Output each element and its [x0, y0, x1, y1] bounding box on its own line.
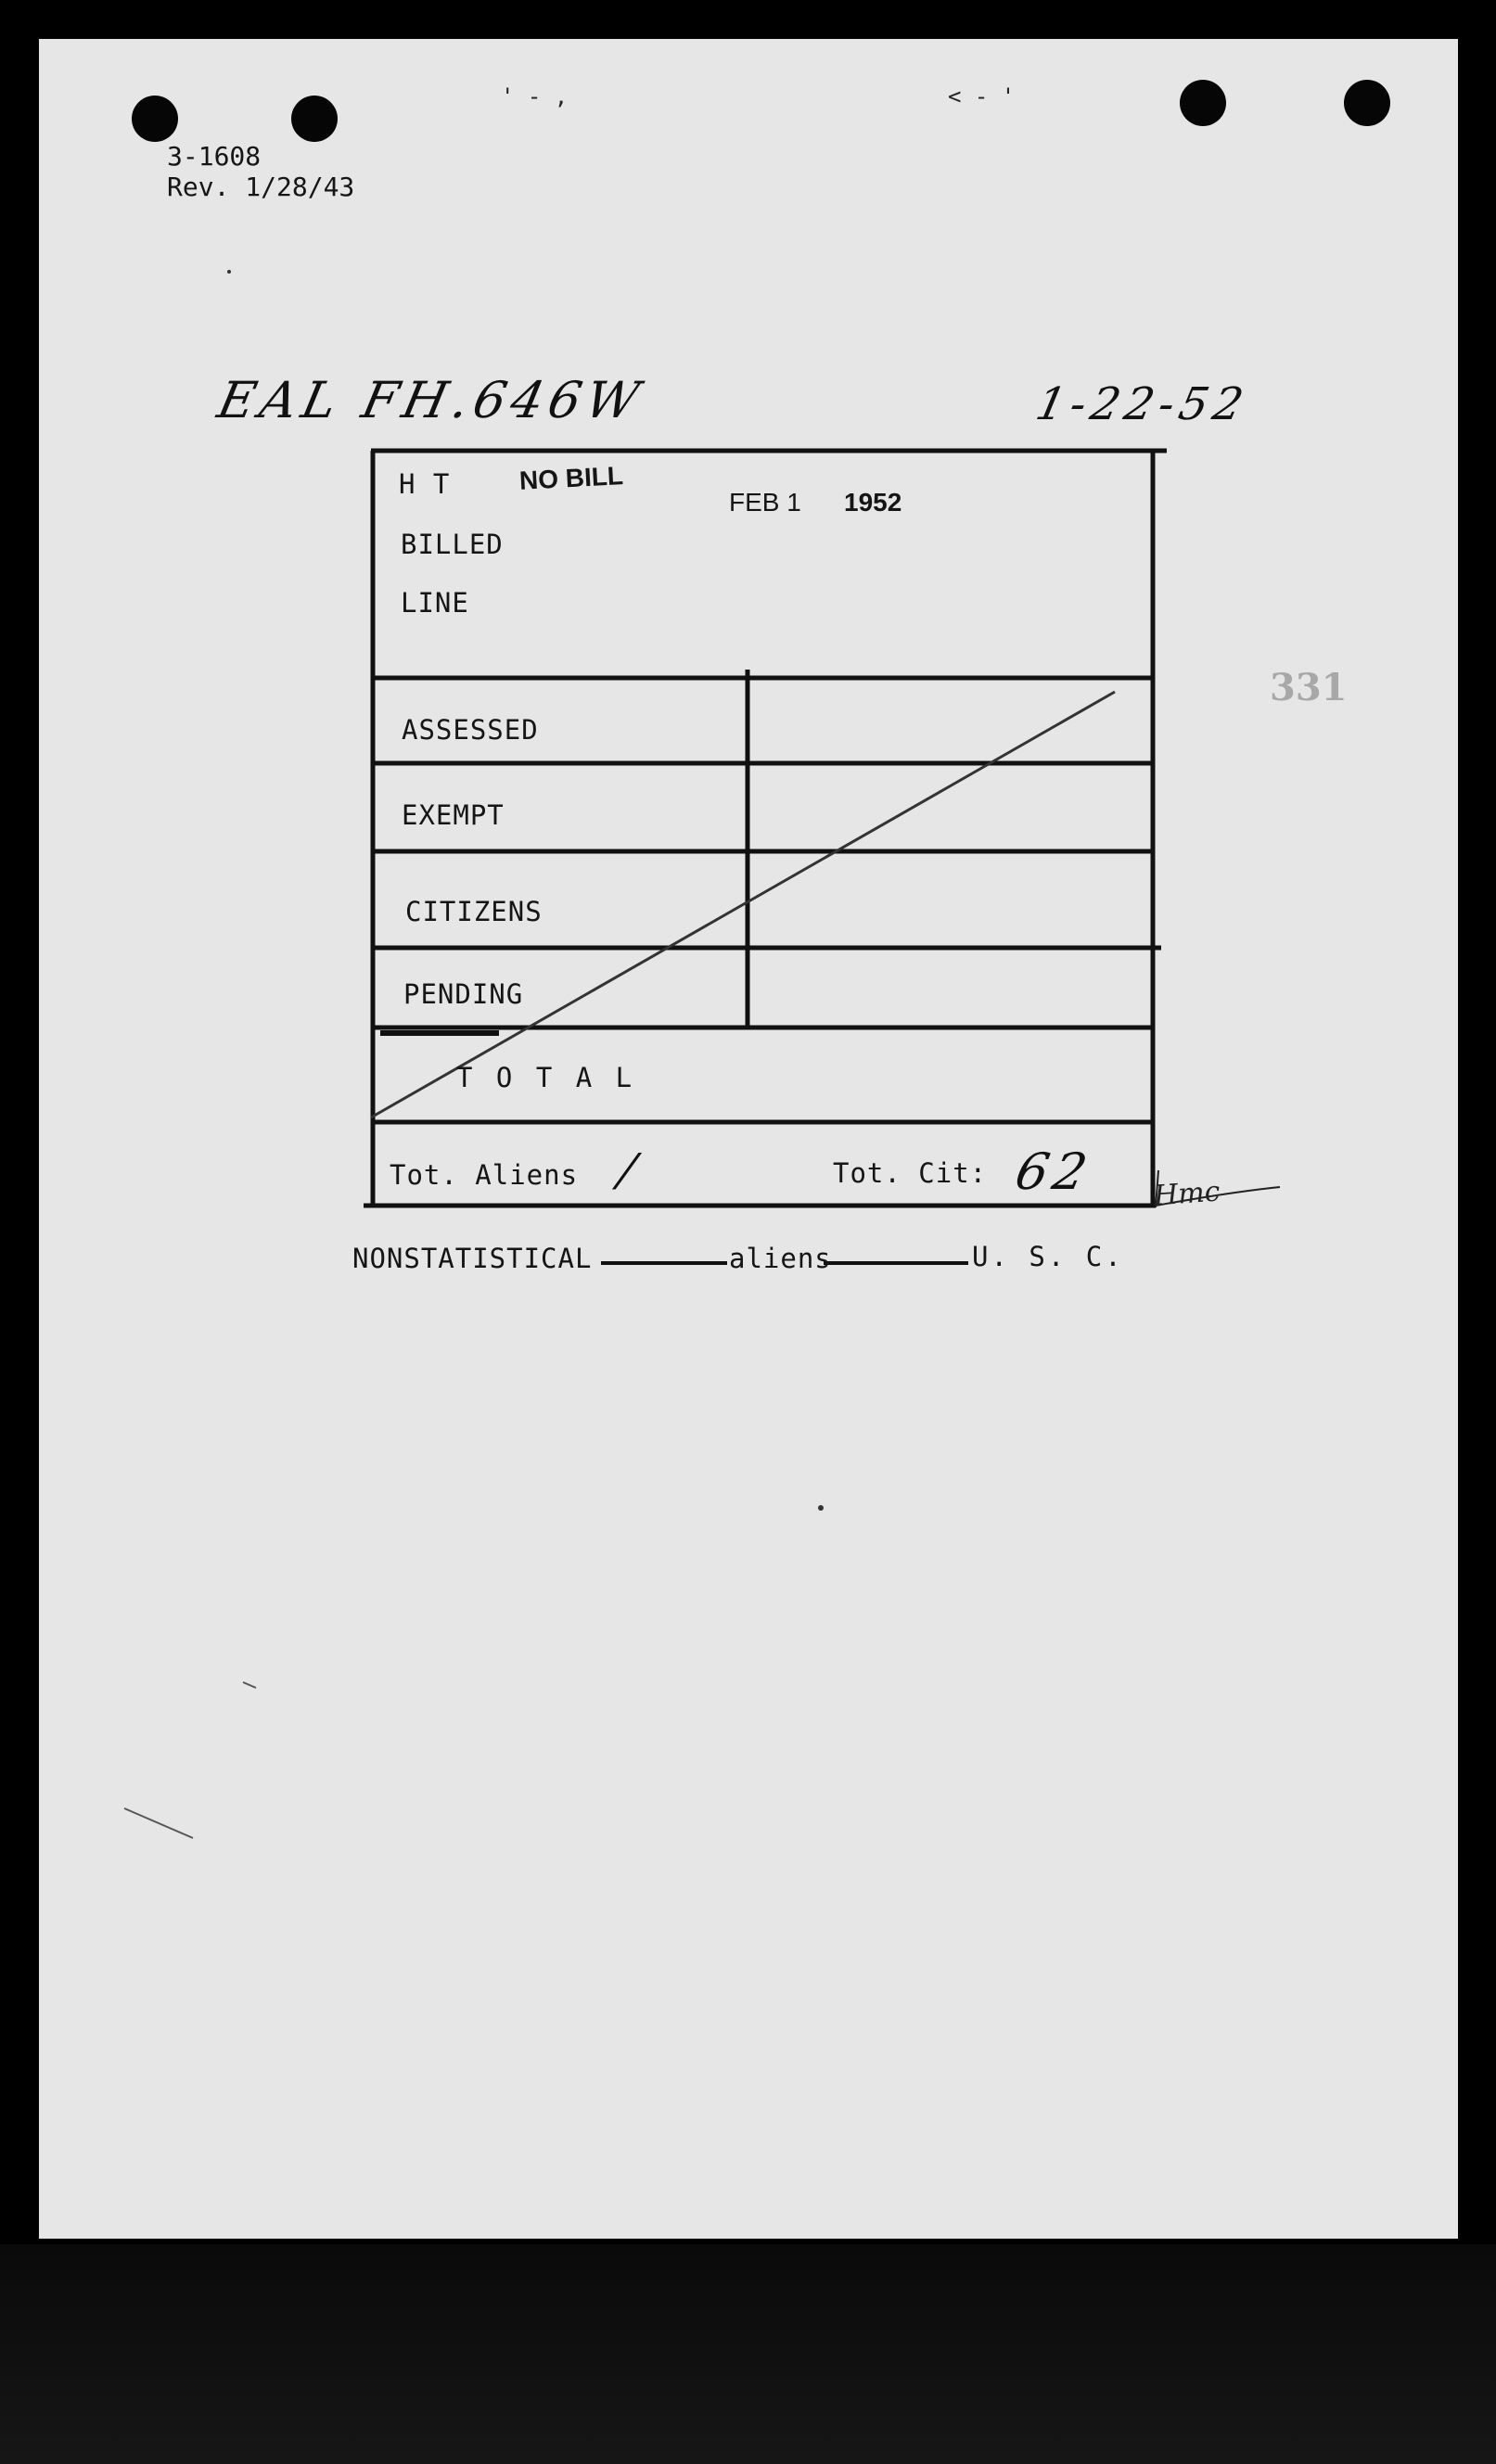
- nonstatistical-label: NONSTATISTICAL: [352, 1243, 593, 1274]
- row-citizens: CITIZENS: [405, 896, 543, 927]
- row-pending: PENDING: [403, 978, 524, 1010]
- header-row-ht: H T: [399, 468, 451, 500]
- header-row-line: LINE: [401, 587, 469, 619]
- handwritten-date: 1-22-52: [1031, 378, 1254, 430]
- form-code-number: 3-1608: [167, 141, 262, 172]
- date-stamp-year: 1952: [844, 488, 902, 517]
- row-assessed: ASSESSED: [402, 714, 539, 746]
- no-bill-stamp: NO BILL: [518, 461, 624, 495]
- usc-label: U. S. C.: [972, 1241, 1124, 1272]
- tot-cit-value: 62: [1010, 1143, 1098, 1201]
- handwritten-reference: EAL FH.646W: [212, 371, 650, 429]
- row-total: T O T A L: [456, 1062, 636, 1093]
- header-row-billed: BILLED: [401, 529, 504, 560]
- tot-aliens-label: Tot. Aliens: [390, 1159, 579, 1191]
- form-revision: Rev. 1/28/43: [167, 172, 355, 202]
- initials: Hmc: [1152, 1175, 1221, 1213]
- sheet-number: 331: [1270, 666, 1348, 709]
- row-exempt: EXEMPT: [402, 799, 505, 831]
- tot-aliens-value: /: [614, 1144, 646, 1196]
- tot-cit-label: Tot. Cit:: [833, 1157, 988, 1189]
- stray-mark: ' - ,: [501, 83, 569, 109]
- aliens-label: aliens: [729, 1243, 832, 1274]
- stray-mark: < - ': [948, 83, 1016, 109]
- date-stamp-day: FEB 1: [729, 488, 801, 517]
